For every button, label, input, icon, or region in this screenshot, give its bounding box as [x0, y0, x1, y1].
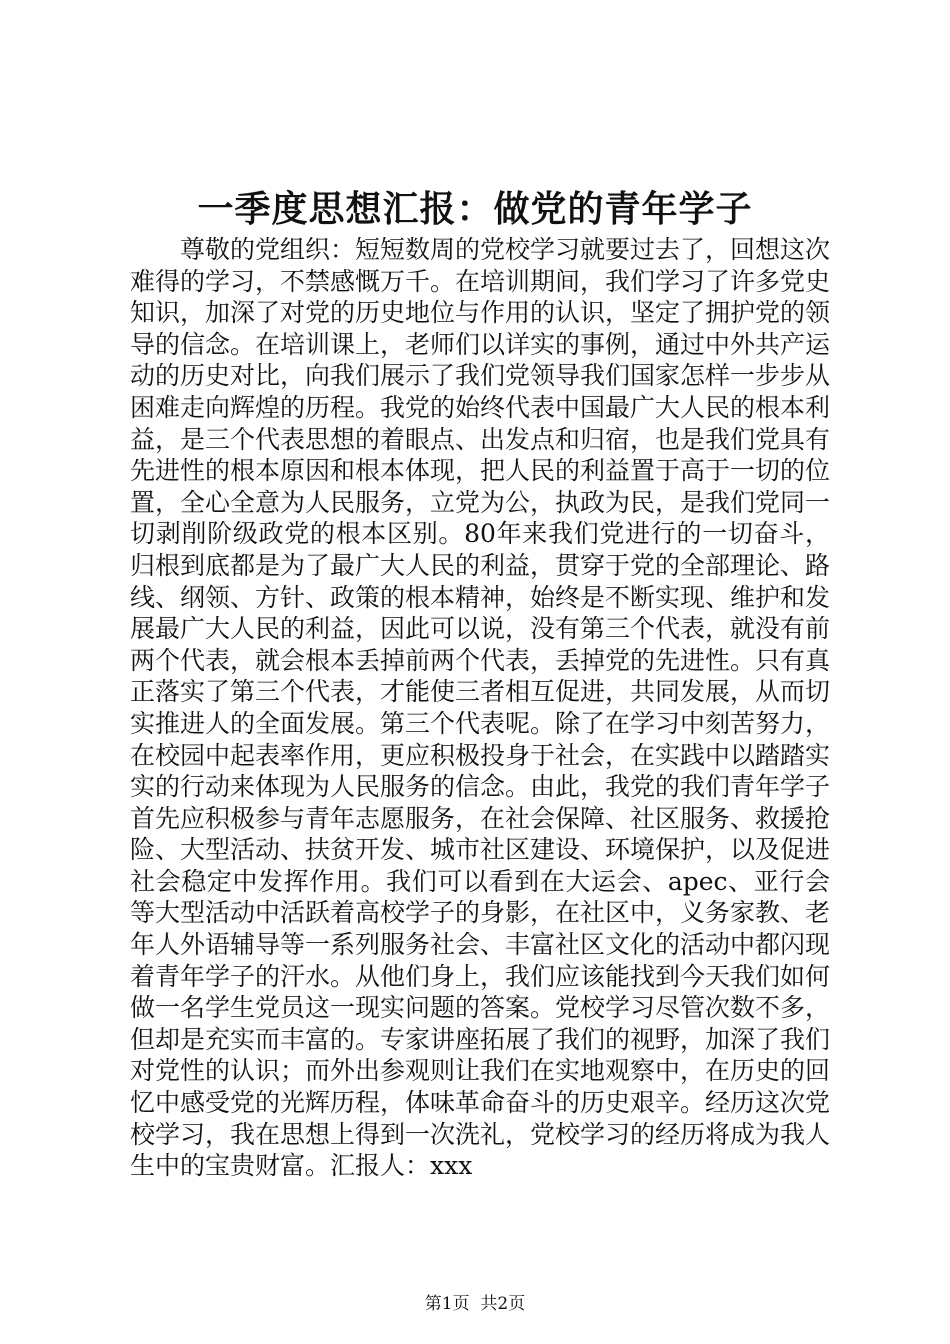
page-number: 第1页 — [424, 1294, 470, 1314]
document-body: 尊敬的党组织：短短数周的党校学习就要过去了，回想这次难得的学习，不禁感慨万千。在培训期间，我们学习了许多党史知识，加深了对党的历史地位与作用的认识，坚定了拥护党的领导的信念。在培训课上，老师们以详实的事例，通过中外共产运动的历史对比，向我们展示了我们党领导我们国家怎样一步步从困难走向辉煌的历程。我党的始终代表中国最广大人民的根本利益，是三个代表思想的着眼点、出发点和归宿，也是我们党具有先进性的根本原因和根本体现，把人民的利益置于高于一切的位置，全心全意为人民服务，立党为公，执政为民，是我们党同一切剥削阶级政党的根本区别。80年来我们党进行的一切奋斗，归根到底都是为了最广大人民的利益，贯穿于党的全部理论、路线、纲领、方针、政策的根本精神，始终是不断实现、维护和发展最广大人民的利益，因此可以说，没有第三个代表，就没有前两个代表，就会根本丢掉前两个代表，丢掉党的先进性。只有真正落实了第三个代表，才能使三者相互促进，共同发展，从而切实推进人的全面发展。第三个代表呢。除了在学习中刻苦努力，在校园中起表率作用，更应积极投身于社会，在实践中以踏踏实实的行动来体现为人民服务的信念。由此，我党的我们青年学子首先应积极参与青年志愿服务，在社会保障、社区服务、救援抢险、大型活动、扶贫开发、城市社区建设、环境保护，以及促进社会稳定中发挥作用。我们可以看到在大运会、apec、亚行会等大型活动中活跃着高校学子的身影，在社区中，义务家教、老年人外语辅导等一系列服务社会、丰富社区文化的活动中都闪现着青年学子的汗水。从他们身上，我们应该能找到今天我们如何做一名学生党员这一现实问题的答案。党校学习尽管次数不多，但却是充实而丰富的。专家讲座拓展了我们的视野，加深了我们对党性的认识；而外出参观则让我们在实地观察中，在历史的回忆中感受党的光辉历程，体味革命奋斗的历史艰辛。经历这次党校学习，我在思想上得到一次洗礼，党校学习的经历将成为我人生中的宝贵财富。汇报人：xxx — [130, 235, 831, 1181]
footer-spacer — [470, 1294, 481, 1314]
page-total: 共2页 — [480, 1294, 526, 1314]
page-footer — [0, 1292, 950, 1316]
document-title: 一季度思想汇报：做党的青年学子 — [197, 188, 753, 230]
